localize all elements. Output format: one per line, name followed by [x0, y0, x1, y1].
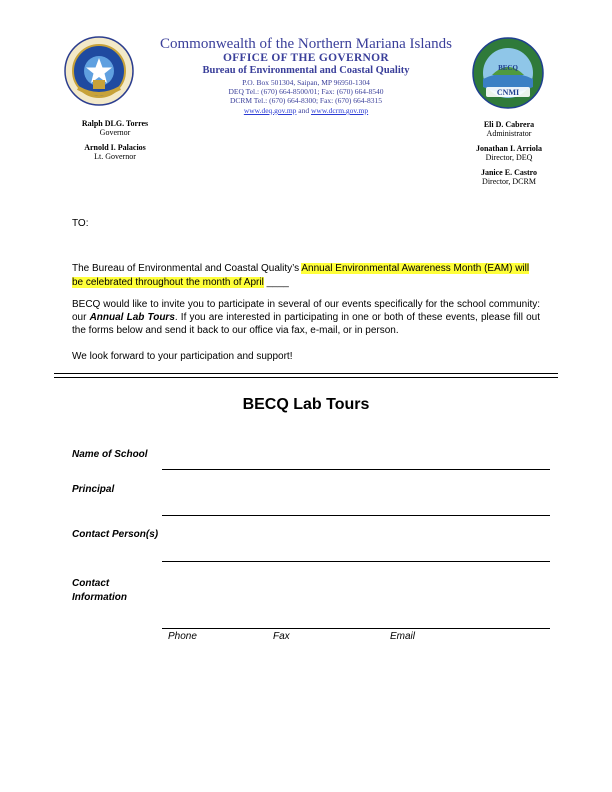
- input-line-contact-information[interactable]: [162, 628, 550, 629]
- paragraph-invite: [72, 298, 540, 337]
- dcrm-phone-line: DCRM Tel.: (670) 664-8300; Fax: (670) 664-8315: [229, 96, 383, 105]
- official-title: Lt. Governor: [94, 152, 136, 161]
- websites-line: [150, 106, 462, 115]
- label-name-of-school: Name of School: [72, 449, 148, 460]
- label-principal: Principal: [72, 484, 115, 495]
- svg-text:CNMI: CNMI: [496, 88, 520, 97]
- deq-phone-line: DEQ Tel.: (670) 664-8500/01; Fax: (670) 664-8540: [228, 87, 384, 96]
- label-contact-information: Contact Information: [72, 578, 127, 603]
- closing-line: We look forward to your participation and support!: [72, 351, 293, 362]
- paragraph-invite-end: . If you are interested in participating in one or both of these events, please fill out the forms below and send it back to our office via fax, e-mail, or in person.: [72, 312, 540, 336]
- official-title: Director, DCRM: [482, 177, 536, 186]
- websites-and: and: [298, 106, 310, 115]
- official-name: Ralph DLG. Torres: [81, 119, 149, 128]
- svg-text:BECQ: BECQ: [498, 64, 518, 72]
- official-title: Administrator: [486, 129, 532, 138]
- address-line: P.O. Box 501304, Saipan, MP 96950-1304: [242, 78, 370, 87]
- dcrm-website-link[interactable]: www.dcrm.gov.mp: [311, 106, 369, 115]
- bureau-title: Bureau of Environmental and Coastal Quality: [202, 65, 410, 76]
- official-director-dcrm: [440, 168, 578, 186]
- official-title: Director, DEQ: [485, 153, 533, 162]
- input-line-school[interactable]: [162, 469, 550, 470]
- paragraph-eam: [72, 262, 540, 290]
- divider-top: [54, 373, 558, 374]
- lab-tours-emphasis: Annual Lab Tours: [89, 312, 175, 323]
- becq-seal: [472, 37, 544, 109]
- official-governor: [40, 119, 190, 137]
- official-title: Governor: [99, 128, 131, 137]
- official-name: Jonathan I. Arriola: [475, 144, 542, 153]
- org-title: Commonwealth of the Northern Mariana Islands: [159, 36, 452, 52]
- sub-label-email: Email: [390, 631, 416, 642]
- eam-highlight: Annual Environmental Awareness Month (EAM) will be celebrated throughout the month of April: [72, 263, 530, 288]
- input-line-principal[interactable]: [162, 515, 550, 516]
- official-lt-governor: [40, 143, 190, 161]
- to-line: TO:: [72, 218, 89, 229]
- divider-bottom: [54, 377, 558, 378]
- paragraph-eam-start: The Bureau of Environmental and Coastal Quality’s: [72, 263, 302, 274]
- paragraph-invite-start: BECQ would like to invite you to participate in several of our events specifically for the school community: our: [72, 299, 540, 323]
- sub-label-fax: Fax: [273, 631, 290, 642]
- sub-label-phone: Phone: [168, 631, 197, 642]
- label-contact-person: Contact Person(s): [72, 529, 159, 540]
- official-administrator: [440, 120, 578, 138]
- date-blank: ____: [263, 277, 289, 288]
- input-line-contact-person[interactable]: [162, 561, 550, 562]
- official-name: Janice E. Castro: [480, 168, 538, 177]
- deq-website-link[interactable]: www.deq.gov.mp: [243, 106, 297, 115]
- office-title: OFFICE OF THE GOVERNOR: [222, 52, 390, 64]
- official-name: Arnold I. Palacios: [84, 143, 146, 152]
- official-name: Eli D. Cabrera: [483, 120, 535, 129]
- form-title: BECQ Lab Tours: [242, 396, 370, 413]
- official-director-deq: [440, 144, 578, 162]
- cnmi-official-seal: [64, 36, 134, 106]
